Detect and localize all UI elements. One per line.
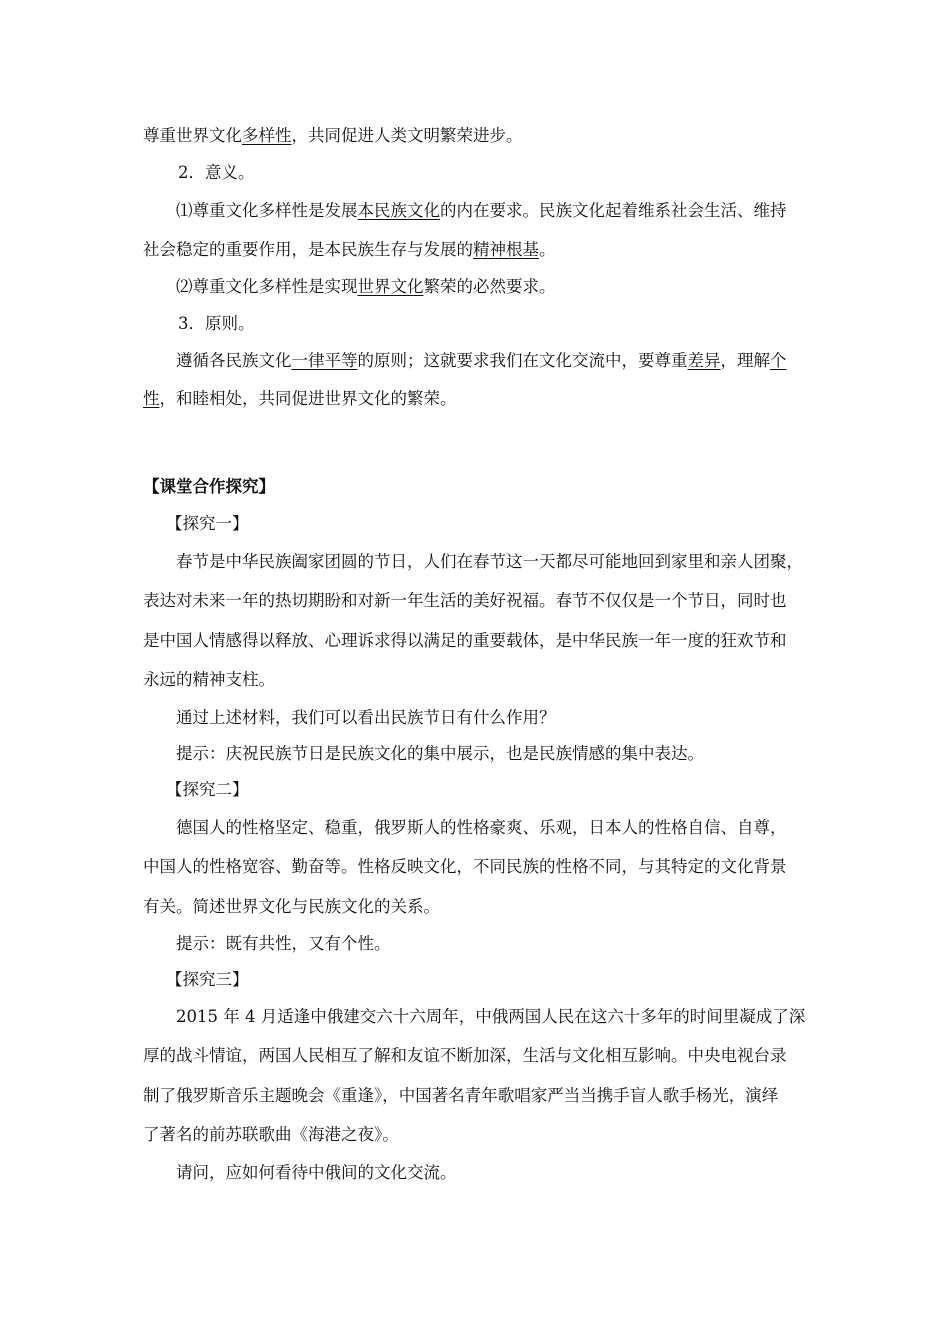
- meaning-point-2: [176, 276, 950, 298]
- principle-heading: 3．原则。: [178, 314, 255, 333]
- underlined-term: 世界文化: [357, 277, 424, 296]
- inquiry-3-text: 了著名的前苏联歌曲《海港之夜》。: [143, 1125, 399, 1144]
- inquiry-1-text: 永远的精神支柱。: [143, 670, 275, 689]
- respect-diversity-line: [143, 125, 950, 147]
- text-segment: 社会稳定的重要作用，是本民族生存与发展的: [143, 240, 473, 259]
- inquiry-2-text: 中国人的性格宽容、勤奋等。性格反映文化，不同民族的性格不同，与其特定的文化背景: [143, 857, 787, 876]
- meaning-point-1: [176, 200, 950, 222]
- text-segment: ，共同促进人类文明繁荣进步。: [291, 126, 523, 145]
- inquiry-2-hint: 提示：既有共性，又有个性。: [176, 934, 391, 953]
- inquiry-1-text: 春节是中华民族阖家团圆的节日，人们在春节这一天都尽可能地回到家里和亲人团聚，: [176, 552, 803, 571]
- inquiry-3-text: 厚的战斗情谊，两国人民相互了解和友谊不断加深，生活与文化相互影响。中央电视台录: [143, 1046, 787, 1065]
- underlined-term: 一律平等: [291, 351, 358, 370]
- text-segment: 尊重世界文化: [143, 126, 242, 145]
- inquiry-3-text: 2015 年 4 月适逢中俄建交六十六周年，中俄两国人民在这六十多年的时间里凝成了深: [176, 1007, 806, 1026]
- inquiry-1-text: 是中国人情感得以释放、心理诉求得以满足的重要载体，是中华民族一年一度的狂欢节和: [143, 631, 787, 650]
- underlined-term: 性: [143, 389, 160, 408]
- text-segment: ⑵尊重文化多样性是实现: [176, 277, 358, 296]
- meaning-heading: 2．意义。: [178, 163, 255, 182]
- inquiry-2-text: 德国人的性格坚定、稳重，俄罗斯人的性格豪爽、乐观，日本人的性格自信、自尊，: [176, 818, 787, 837]
- underlined-term: 多样性: [242, 126, 292, 145]
- text-segment: 的内在要求。民族文化起着维系社会生活、维持: [440, 201, 787, 220]
- inquiry-2-label: 【探究二】: [166, 780, 249, 799]
- text-segment: 的原则；这就要求我们在文化交流中，要尊重: [357, 351, 688, 370]
- inquiry-3-label: 【探究三】: [166, 970, 249, 989]
- inquiry-1-text: 表达对未来一年的热切期盼和对新一年生活的美好祝福。春节不仅仅是一个节日，同时也: [143, 591, 787, 610]
- underlined-term: 精神根基: [473, 240, 539, 259]
- principle-line-2: [143, 388, 950, 410]
- underlined-term: 本民族文化: [357, 201, 440, 220]
- text-segment: 遵循各民族文化: [176, 351, 292, 370]
- text-segment: 。: [539, 240, 556, 259]
- section-title: 【课堂合作探究】: [143, 477, 275, 496]
- inquiry-1-hint: 提示：庆祝民族节日是民族文化的集中展示，也是民族情感的集中表达。: [176, 744, 704, 763]
- inquiry-3-question: 请问，应如何看待中俄间的文化交流。: [176, 1163, 457, 1182]
- text-segment: ⑴尊重文化多样性是发展: [176, 201, 358, 220]
- inquiry-1-label: 【探究一】: [166, 514, 249, 533]
- inquiry-3-text: 制了俄罗斯音乐主题晚会《重逢》，中国著名青年歌唱家严当当携手盲人歌手杨光，演绎: [143, 1086, 779, 1105]
- text-segment: 繁荣的必然要求。: [423, 277, 556, 296]
- inquiry-2-text: 有关。简述世界文化与民族文化的关系。: [143, 897, 440, 916]
- text-segment: ，和睦相处，共同促进世界文化的繁荣。: [159, 389, 457, 408]
- inquiry-1-question: 通过上述材料，我们可以看出民族节日有什么作用？: [176, 708, 556, 727]
- underlined-term: 差异: [687, 351, 721, 370]
- principle-line-1: [176, 350, 950, 372]
- underlined-term: 个: [770, 351, 787, 370]
- meaning-point-1-cont: [143, 239, 950, 261]
- text-segment: ，理解: [720, 351, 770, 370]
